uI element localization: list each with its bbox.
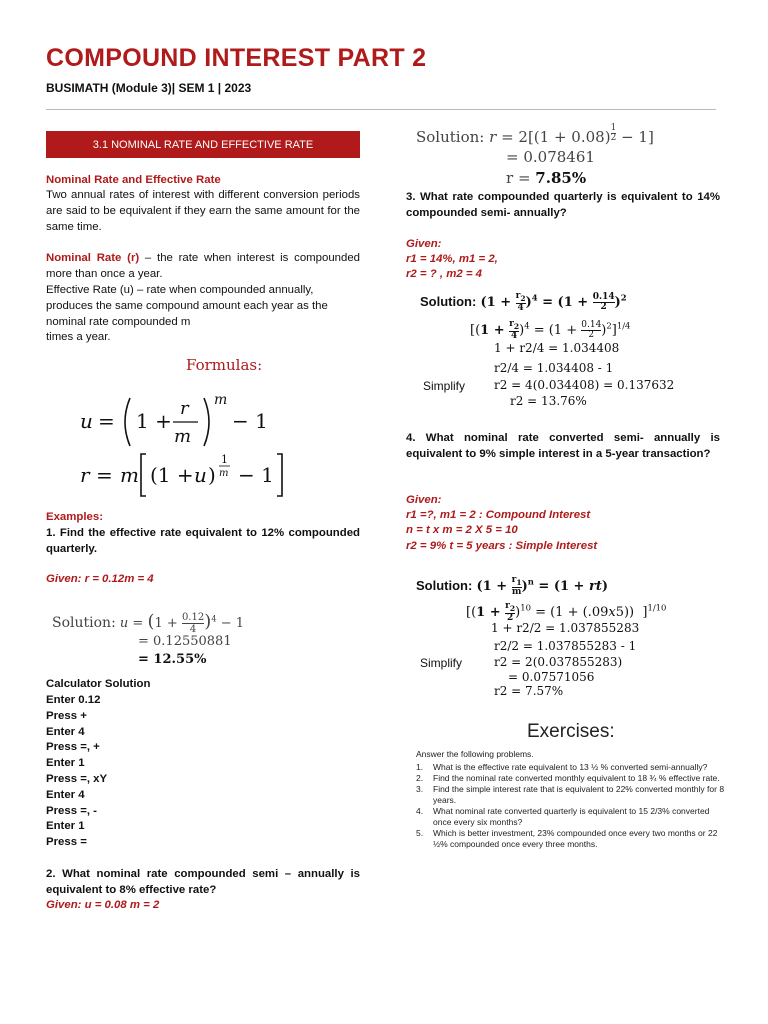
example-1-given: Given: r = 0.12m = 4: [46, 573, 154, 585]
svg-text:r: r: [80, 463, 90, 487]
lhs: r =: [506, 169, 536, 187]
example-3-solution-line2: [(1 + $r_2$ 4 )$^4$ = (1 + 0.14 2 )$^2$]$^{1/4}$: [470, 319, 631, 341]
svg-text:1: 1: [221, 453, 228, 466]
svg-text:m: m: [214, 392, 228, 408]
example-2-given: Given: u = 0.08 m = 2: [46, 899, 160, 911]
exercise-item: [416, 828, 728, 850]
exercise-text: Find the nominal rate converted monthly equivalent to 18 ¾ % effective rate.: [433, 773, 720, 783]
example-4-solution-line3: 1 + r2/2 = 1.037855283: [491, 621, 640, 635]
nominal-def-text: – the rate when interest is compounded more than once a year.: [46, 252, 360, 280]
svg-text:− 1: − 1: [232, 409, 268, 433]
example-4-given-3: r2 = 9% t = 5 years : Simple Interest: [406, 540, 598, 552]
calc-step: Press =, +: [46, 741, 100, 754]
example-3-question: 3. What rate compounded quarterly is equivalent to 14% compounded semi- annually?: [406, 191, 720, 219]
calc-step: Enter 1: [46, 757, 85, 770]
exercise-number: 1.: [416, 762, 424, 772]
example-3-solution-line3: 1 + r2/4 = 1.034408: [494, 341, 620, 355]
intro-paragraph: Two annual rates of interest with different conversion periods are said to be equivalent if they earn the same amount for the same time.: [46, 189, 360, 233]
solution-label: Solution:: [52, 615, 116, 631]
example-4-given-label: Given:: [406, 494, 442, 506]
formulas-label: Formulas:: [186, 356, 263, 374]
formula-r: [76, 450, 296, 502]
svg-text:=: =: [98, 409, 115, 433]
example-3-given-1: r1 = 14%, m1 = 2,: [406, 253, 498, 265]
svg-text:=: =: [96, 463, 113, 487]
exercise-text: What is the effective rate equivalent to 13 ½ % converted semi-annually?: [433, 762, 708, 772]
calc-step: Enter 4: [46, 725, 85, 738]
example-4-simplify: Simplify: [420, 656, 463, 670]
calc-step: Enter 4: [46, 788, 85, 801]
svg-text:1 +: 1 +: [136, 409, 172, 433]
example-3-solution-line5: r2 = 4(0.034408) = 0.137632: [494, 378, 675, 392]
svg-text:(1 +: (1 +: [150, 463, 194, 487]
example-2-solution-line1: Solution: r = 2[(1 + 0.08) $^{1 2}$ − 1]: [416, 123, 654, 146]
example-3-solution-line1: Solution: (1 + $r_2$ 4 )$^4$ = (1 + 0.14 2 )$^2$: [420, 291, 627, 313]
example-3-simplify: Simplify: [423, 379, 466, 393]
exercise-item: [416, 773, 728, 784]
solution-label: Solution:: [416, 577, 473, 593]
exercises-title: Exercises:: [527, 721, 615, 742]
exercise-item: [416, 806, 728, 828]
nominal-definition: [46, 250, 360, 282]
section-banner: 3.1 NOMINAL RATE AND EFFECTIVE RATE: [46, 131, 360, 158]
example-4-given-1: r1 =?, m1 = 2 : Compound Interest: [406, 509, 591, 521]
example-2-solution-line2: = 0.078461: [506, 148, 595, 166]
times-a-year: times a year.: [46, 331, 111, 343]
exercise-text: Which is better investment, 23% compounded once every two months or 22 ½% compounded once every three months.: [433, 828, 718, 849]
calc-step: Press =: [46, 836, 87, 849]
example-4-question: 4. What nominal rate converted semi- annually is equivalent to 9% simple interest in a 5-year transaction?: [406, 432, 720, 460]
example-4-given-2: n = t x m = 2 X 5 = 10: [406, 524, 518, 536]
exercise-text: What nominal rate converted quarterly is equivalent to 15 2/3% converted once every six months?: [433, 806, 710, 827]
calc-step: Enter 0.12: [46, 694, 101, 706]
svg-text:m: m: [174, 426, 192, 447]
example-3-solution-line6: r2 = 13.76%: [510, 394, 587, 408]
solution-label: Solution:: [416, 128, 485, 146]
page-subtitle: BUSIMATH (Module 3)| SEM 1 | 2023: [46, 81, 252, 95]
exercise-number: 5.: [416, 828, 424, 838]
nominal-term: Nominal Rate (r): [46, 252, 140, 264]
calc-step: Press =, xY: [46, 772, 108, 785]
example-4-solution-line5: r2 = 2(0.037855283): [494, 655, 623, 669]
calc-step: Press +: [46, 709, 87, 722]
effective-definition: Effective Rate (u) – rate when compounded annually, produces the same compound amount each year as the nominal rate compounded m: [46, 284, 328, 328]
formula-u: [76, 390, 296, 450]
example-3-solution-line4: r2/4 = 1.034408 - 1: [494, 361, 614, 375]
calc-step: Press =, -: [46, 804, 97, 817]
solution-label: Solution:: [420, 293, 477, 309]
example-2-question: 2. What nominal rate compounded semi – annually is equivalent to 8% effective rate?: [46, 868, 360, 896]
example-4-solution-line6: = 0.07571056: [508, 670, 595, 684]
exercise-item: [416, 784, 728, 806]
example-1-question: 1. Find the effective rate equivalent to 12% compounded quarterly.: [46, 527, 360, 555]
calculator-steps: [46, 692, 107, 850]
exercise-number: 3.: [416, 784, 424, 794]
exercises-intro: Answer the following problems.: [416, 749, 534, 759]
svg-text:): ): [208, 463, 216, 487]
example-1-solution-line2: = 0.12550881: [138, 634, 232, 649]
example-3-given-2: r2 = ? , m2 = 4: [406, 268, 482, 280]
example-1-solution-line3: = 12.55%: [138, 652, 207, 667]
calculator-heading: Calculator Solution: [46, 678, 151, 690]
nominal-heading: Nominal Rate and Effective Rate: [46, 174, 221, 186]
svg-text:− 1: − 1: [238, 463, 274, 487]
svg-text:u: u: [194, 463, 207, 487]
svg-text:r: r: [180, 398, 189, 419]
examples-heading: Examples:: [46, 511, 103, 523]
answer: 7.85%: [535, 169, 587, 187]
exercise-item: [416, 762, 728, 773]
exercise-number: 2.: [416, 773, 424, 783]
exercise-text: Find the simple interest rate that is equivalent to 22% converted monthly for 8 years.: [433, 784, 725, 805]
example-4-solution-line2: [(1 + $r_2$ 2 )$^{10}$ = (1 + (.09x5)) ]$^{1/10}$: [466, 601, 667, 623]
example-4-solution-line1: Solution: (1 + $r_1$ m)$^n$ = (1 + rt): [416, 575, 608, 597]
example-2-solution-line3: [506, 169, 586, 187]
example-3-given-label: Given:: [406, 238, 442, 250]
page-title: COMPOUND INTEREST PART 2: [46, 44, 427, 72]
example-4-solution-line4: r2/2 = 1.037855283 - 1: [494, 639, 637, 653]
calc-step: Enter 1: [46, 820, 85, 833]
example-4-solution-line7: r2 = 7.57%: [494, 684, 564, 698]
svg-text:u: u: [80, 409, 93, 433]
svg-text:m: m: [120, 463, 139, 487]
example-1-solution-line1: Solution: u = (1 + 0.12 4 )$^4$ − 1: [52, 611, 245, 635]
header-divider: [46, 109, 716, 110]
exercise-number: 4.: [416, 806, 424, 816]
svg-text:m: m: [219, 468, 229, 479]
exercises-list: [416, 749, 728, 850]
